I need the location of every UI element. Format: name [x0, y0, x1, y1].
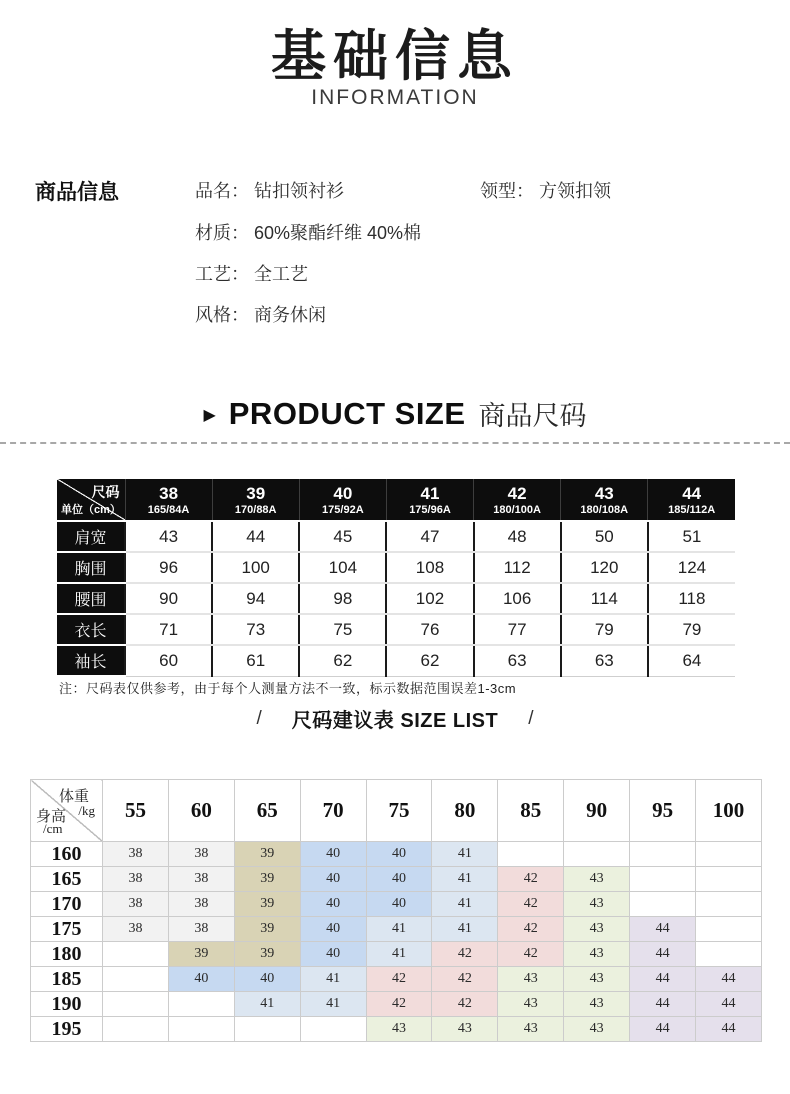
size-recommendation-table — [30, 779, 762, 1042]
slash-left: / — [256, 707, 262, 729]
corner-size-label: 尺码 — [91, 484, 120, 500]
recommended-size-cell: 40 — [300, 892, 366, 917]
height-label: 170 — [31, 892, 103, 917]
recommended-size-cell: 43 — [564, 992, 630, 1017]
size-recommendation-corner-cell — [31, 780, 103, 842]
measurement-value: 102 — [386, 583, 473, 614]
measurement-value: 112 — [474, 552, 561, 583]
height-label: 185 — [31, 967, 103, 992]
recommended-size-cell: 40 — [234, 967, 300, 992]
recommended-size-cell: 44 — [630, 992, 696, 1017]
recommended-size-cell: 42 — [366, 967, 432, 992]
recommended-size-cell: 43 — [564, 867, 630, 892]
measurement-value: 51 — [648, 521, 735, 552]
recommended-size-cell: 40 — [168, 967, 234, 992]
recommended-size-cell: 43 — [564, 967, 630, 992]
recommended-size-cell: 41 — [432, 867, 498, 892]
height-label: 195 — [31, 1017, 103, 1042]
empty-cell — [103, 967, 169, 992]
measurement-value: 76 — [386, 614, 473, 645]
recommended-size-cell: 42 — [498, 942, 564, 967]
height-row — [31, 867, 762, 892]
measurement-value: 47 — [386, 521, 473, 552]
empty-cell — [168, 992, 234, 1017]
measurement-value: 75 — [299, 614, 386, 645]
recommended-size-cell: 44 — [630, 1017, 696, 1042]
size-list-heading-text: 尺码建议表 SIZE LIST — [291, 710, 499, 732]
height-row — [31, 992, 762, 1017]
recommended-size-cell: 43 — [498, 992, 564, 1017]
size-column-header: 39 170/88A — [212, 479, 299, 521]
recommended-size-cell: 43 — [498, 1017, 564, 1042]
product-size-heading — [0, 394, 790, 433]
weight-column-header: 55 — [103, 780, 169, 842]
measurement-value: 104 — [299, 552, 386, 583]
empty-cell — [696, 892, 762, 917]
measurement-row — [57, 521, 735, 552]
recommended-size-cell: 43 — [564, 1017, 630, 1042]
measurement-value: 62 — [386, 645, 473, 676]
height-label: 190 — [31, 992, 103, 1017]
measurement-value: 108 — [386, 552, 473, 583]
measurement-value: 90 — [125, 583, 212, 614]
height-row — [31, 942, 762, 967]
field-label: 工艺： — [195, 264, 249, 284]
slash-right: / — [528, 707, 534, 729]
field-material — [195, 219, 421, 245]
measurement-value: 50 — [561, 521, 648, 552]
empty-cell — [103, 992, 169, 1017]
size-recommendation-header-row — [31, 780, 762, 842]
field-value: 60%聚酯纤维 40%棉 — [254, 223, 422, 243]
measurement-value: 79 — [648, 614, 735, 645]
measurement-table-header-row — [57, 479, 735, 521]
size-column-header: 40 175/92A — [299, 479, 386, 521]
recommended-size-cell: 44 — [630, 942, 696, 967]
empty-cell — [103, 942, 169, 967]
empty-cell — [564, 842, 630, 867]
empty-cell — [300, 1017, 366, 1042]
weight-column-header: 75 — [366, 780, 432, 842]
empty-cell — [103, 1017, 169, 1042]
measurement-value: 43 — [125, 521, 212, 552]
field-style — [195, 301, 326, 327]
recommended-size-cell: 40 — [300, 842, 366, 867]
measurement-value: 124 — [648, 552, 735, 583]
product-info-section-label: 商品信息 — [35, 181, 119, 204]
measurement-row — [57, 583, 735, 614]
height-row — [31, 1017, 762, 1042]
field-craft — [195, 260, 308, 286]
recommended-size-cell: 43 — [564, 942, 630, 967]
height-row — [31, 917, 762, 942]
recommended-size-cell: 43 — [564, 892, 630, 917]
measurement-value: 114 — [561, 583, 648, 614]
recommended-size-cell: 44 — [696, 992, 762, 1017]
recommended-size-cell: 38 — [103, 917, 169, 942]
measurement-value: 64 — [648, 645, 735, 676]
weight-column-header: 85 — [498, 780, 564, 842]
corner-height-unit: /cm — [43, 821, 63, 836]
weight-column-header: 65 — [234, 780, 300, 842]
measurement-table-corner-cell — [57, 479, 125, 521]
field-value: 方领扣领 — [539, 181, 611, 201]
empty-cell — [168, 1017, 234, 1042]
field-product-name — [195, 177, 344, 203]
recommended-size-cell: 38 — [103, 842, 169, 867]
triangle-right-icon: ▶ — [203, 407, 216, 424]
measurement-value: 60 — [125, 645, 212, 676]
recommended-size-cell: 39 — [234, 892, 300, 917]
recommended-size-cell: 43 — [432, 1017, 498, 1042]
product-size-heading-cn: 商品尺码 — [478, 401, 587, 431]
measurement-value: 44 — [212, 521, 299, 552]
measurement-label: 肩宽 — [57, 521, 125, 552]
recommended-size-cell: 40 — [300, 917, 366, 942]
weight-column-header: 80 — [432, 780, 498, 842]
field-collar-type — [480, 177, 611, 203]
recommended-size-cell: 42 — [498, 917, 564, 942]
field-value: 商务休闲 — [254, 305, 326, 325]
recommended-size-cell: 41 — [432, 842, 498, 867]
recommended-size-cell: 42 — [498, 867, 564, 892]
empty-cell — [696, 842, 762, 867]
recommended-size-cell: 42 — [432, 967, 498, 992]
measurement-value: 118 — [648, 583, 735, 614]
measurement-value: 73 — [212, 614, 299, 645]
measurement-row — [57, 614, 735, 645]
measurement-value: 63 — [561, 645, 648, 676]
height-row — [31, 842, 762, 867]
measurement-value: 77 — [474, 614, 561, 645]
recommended-size-cell: 39 — [168, 942, 234, 967]
field-label: 品名： — [195, 181, 249, 201]
recommended-size-cell: 44 — [630, 967, 696, 992]
recommended-size-cell: 41 — [366, 942, 432, 967]
recommended-size-cell: 40 — [300, 867, 366, 892]
recommended-size-cell: 41 — [234, 992, 300, 1017]
corner-unit-label: 单位（cm） — [61, 504, 121, 516]
height-label: 180 — [31, 942, 103, 967]
recommended-size-cell: 42 — [498, 892, 564, 917]
measurement-value: 98 — [299, 583, 386, 614]
empty-cell — [696, 867, 762, 892]
size-column-header: 42 180/100A — [474, 479, 561, 521]
recommended-size-cell: 39 — [234, 917, 300, 942]
product-size-heading-en: PRODUCT SIZE — [228, 395, 466, 431]
dashed-divider — [0, 442, 790, 444]
recommended-size-cell: 39 — [234, 842, 300, 867]
recommended-size-cell: 42 — [432, 942, 498, 967]
measurement-value: 48 — [474, 521, 561, 552]
measurement-value: 71 — [125, 614, 212, 645]
measurement-row — [57, 645, 735, 676]
recommended-size-cell: 41 — [432, 892, 498, 917]
corner-height-label: 身高 — [36, 809, 67, 825]
height-row — [31, 967, 762, 992]
empty-cell — [630, 867, 696, 892]
recommended-size-cell: 39 — [234, 942, 300, 967]
recommended-size-cell: 38 — [103, 892, 169, 917]
measurement-value: 45 — [299, 521, 386, 552]
measurement-label: 胸围 — [57, 552, 125, 583]
recommended-size-cell: 44 — [630, 917, 696, 942]
empty-cell — [696, 942, 762, 967]
recommended-size-cell: 41 — [366, 917, 432, 942]
size-column-header: 43 180/108A — [561, 479, 648, 521]
measurement-row — [57, 552, 735, 583]
empty-cell — [630, 892, 696, 917]
height-label: 160 — [31, 842, 103, 867]
recommended-size-cell: 40 — [366, 842, 432, 867]
measurement-value: 63 — [474, 645, 561, 676]
field-label: 风格： — [195, 305, 249, 325]
size-list-heading — [0, 704, 790, 733]
weight-column-header: 95 — [630, 780, 696, 842]
recommended-size-cell: 39 — [234, 867, 300, 892]
size-column-header: 38 165/84A — [125, 479, 212, 521]
recommended-size-cell: 43 — [498, 967, 564, 992]
recommended-size-cell: 42 — [366, 992, 432, 1017]
height-row — [31, 892, 762, 917]
recommended-size-cell: 40 — [366, 892, 432, 917]
field-label: 领型： — [480, 181, 534, 201]
field-label: 材质： — [195, 223, 249, 243]
field-value: 全工艺 — [254, 264, 308, 284]
height-label: 175 — [31, 917, 103, 942]
recommended-size-cell: 38 — [168, 842, 234, 867]
size-column-header: 44 185/112A — [648, 479, 735, 521]
height-label: 165 — [31, 867, 103, 892]
recommended-size-cell: 44 — [696, 1017, 762, 1042]
recommended-size-cell: 43 — [564, 917, 630, 942]
measurement-table — [57, 479, 735, 677]
measurement-value: 61 — [212, 645, 299, 676]
size-column-header: 41 175/96A — [386, 479, 473, 521]
recommended-size-cell: 41 — [432, 917, 498, 942]
weight-column-header: 90 — [564, 780, 630, 842]
measurement-value: 94 — [212, 583, 299, 614]
measurement-value: 106 — [474, 583, 561, 614]
empty-cell — [498, 842, 564, 867]
empty-cell — [234, 1017, 300, 1042]
measurement-label: 袖长 — [57, 645, 125, 676]
recommended-size-cell: 40 — [300, 942, 366, 967]
recommended-size-cell: 42 — [432, 992, 498, 1017]
measurement-value: 79 — [561, 614, 648, 645]
empty-cell — [630, 842, 696, 867]
recommended-size-cell: 38 — [168, 917, 234, 942]
field-value: 钻扣领衬衫 — [254, 181, 344, 201]
measurement-value: 120 — [561, 552, 648, 583]
page-title: 基础信息 — [270, 25, 519, 87]
corner-weight-unit: /kg — [78, 803, 95, 818]
weight-column-header: 60 — [168, 780, 234, 842]
recommended-size-cell: 38 — [168, 867, 234, 892]
recommended-size-cell: 44 — [696, 967, 762, 992]
page-subtitle: INFORMATION — [311, 86, 479, 109]
weight-column-header: 70 — [300, 780, 366, 842]
size-note: 注：尺码表仅供参考，由于每个人测量方法不一致，标示数据范围误差1-3cm — [59, 681, 517, 696]
recommended-size-cell: 38 — [103, 867, 169, 892]
measurement-label: 腰围 — [57, 583, 125, 614]
measurement-value: 100 — [212, 552, 299, 583]
corner-weight-label: 体重 — [58, 789, 89, 805]
recommended-size-cell: 40 — [366, 867, 432, 892]
measurement-value: 62 — [299, 645, 386, 676]
empty-cell — [696, 917, 762, 942]
weight-column-header: 100 — [696, 780, 762, 842]
recommended-size-cell: 43 — [366, 1017, 432, 1042]
recommended-size-cell: 38 — [168, 892, 234, 917]
measurement-value: 96 — [125, 552, 212, 583]
recommended-size-cell: 41 — [300, 992, 366, 1017]
recommended-size-cell: 41 — [300, 967, 366, 992]
measurement-label: 衣长 — [57, 614, 125, 645]
